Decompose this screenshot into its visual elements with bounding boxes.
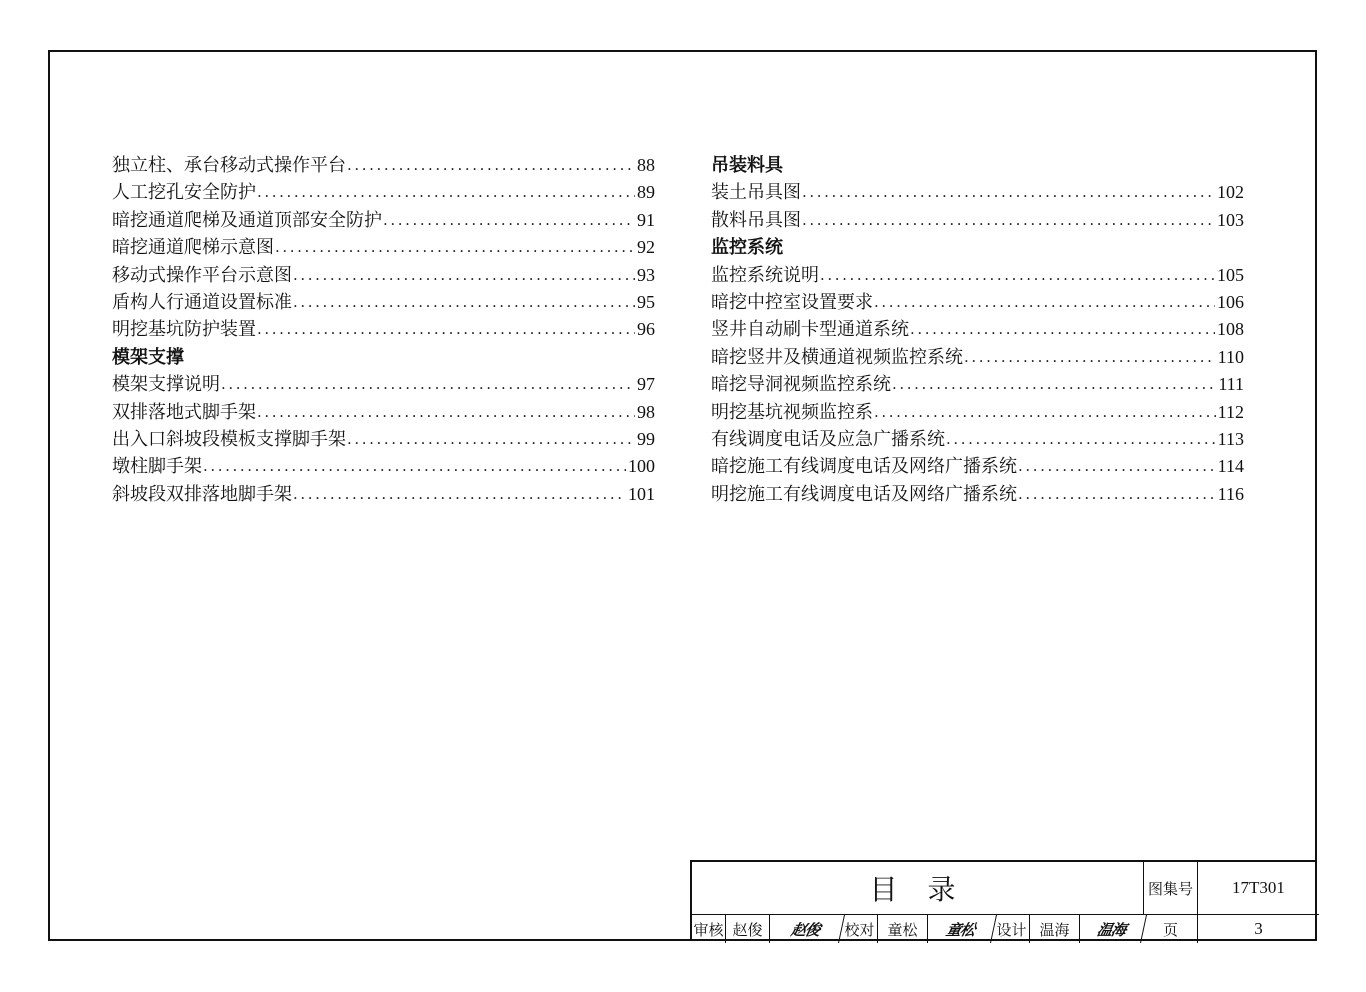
toc-entry-title: 暗挖竖井及横通道视频监控系统 [711,346,963,368]
toc-entry-page: 114 [1217,456,1244,477]
toc-entry-page: 100 [628,456,655,477]
toc-entry-title: 暗挖通道爬梯及通道顶部安全防护 [112,209,382,231]
toc-entry-page: 106 [1217,291,1244,312]
toc-entry-page: 113 [1217,428,1244,449]
toc-entry [112,371,655,398]
toc-entry-title: 明挖基坑视频监控系 [711,401,873,423]
toc-entry-page: 116 [1217,483,1244,504]
toc-entry-title: 有线调度电话及应急广播系统 [711,428,945,450]
toc-entry [112,262,655,289]
toc-entry-title: 双排落地式脚手架 [112,401,256,423]
toc-entry-title: 明挖施工有线调度电话及网络广播系统 [711,483,1017,505]
toc-entry-title: 竖井自动刷卡型通道系统 [711,319,909,341]
toc-entry [112,179,655,206]
toc-entry-title: 暗挖导洞视频监控系统 [711,374,891,396]
page-number: 3 [1254,919,1263,938]
toc-entry-page: 96 [637,319,655,340]
toc-entry-page: 89 [637,182,655,203]
toc-entry-page: 95 [637,291,655,312]
toc-entry [711,399,1244,426]
toc-entry-title: 散料吊具图 [711,209,801,231]
toc-entry-title: 暗挖中控室设置要求 [711,291,873,313]
toc-entry [711,289,1244,316]
toc-entry-title: 独立柱、承台移动式操作平台 [112,155,346,176]
toc-entry [711,344,1244,371]
toc-entry [711,371,1244,398]
toc-leader-dots [909,316,1215,343]
toc-leader-dots [292,262,635,289]
checker-signature: 童松 [925,915,997,943]
toc-leader-dots [1017,453,1216,480]
toc-leader-dots [963,344,1216,371]
toc-entry-title: 模架支撑说明 [112,374,220,396]
toc-entry [112,426,655,453]
toc-entry-page: 97 [637,374,655,395]
toc-entry-page: 88 [637,155,655,175]
toc-leader-dots [873,289,1215,316]
toc-entry-title: 暗挖施工有线调度电话及网络广播系统 [711,456,1017,478]
toc-right-column [711,152,1244,508]
review-label: 审核 [692,915,726,943]
toc-entry-page: 91 [637,209,655,230]
check-label: 校对 [842,915,878,943]
toc-leader-dots [292,289,635,316]
toc-entry [112,481,655,508]
toc-leader-dots [801,207,1215,234]
toc-leader-dots [256,399,635,426]
toc-entry [711,207,1244,234]
toc-leader-dots [801,179,1215,206]
toc-entry-title: 暗挖通道爬梯示意图 [112,237,274,259]
reviewer-signature: 赵俊 [767,915,845,943]
design-label: 设计 [994,915,1030,943]
toc-entry-page: 108 [1217,319,1244,340]
toc-entry-title: 装土吊具图 [711,182,801,204]
toc-entry-page: 105 [1217,264,1244,285]
toc-entry [112,234,655,261]
title-block [690,860,1317,941]
toc-entry [112,453,655,480]
toc-entry [112,152,655,179]
toc-entry-title: 斜坡段双排落地脚手架 [112,483,292,505]
toc-leader-dots [202,453,626,480]
designer-signature: 温海 [1077,915,1147,943]
checker-name: 童松 [878,915,928,943]
toc-left-column [112,152,655,508]
toc-entry-title: 墩柱脚手架 [112,456,202,478]
toc-leader-dots [382,207,635,234]
toc-entry-title: 明挖基坑防护装置 [112,319,256,341]
toc-entry-page: 98 [637,401,655,422]
toc-entry [711,426,1244,453]
toc-entry-page: 99 [637,428,655,449]
toc-entry-page: 112 [1217,401,1244,422]
toc-leader-dots [274,234,635,261]
toc-leader-dots [256,316,635,343]
page-label: 页 [1144,915,1198,943]
toc-leader-dots [292,481,626,508]
toc-entry [112,399,655,426]
toc-section-heading: 吊装料具 [711,155,783,176]
toc-entry-page: 103 [1217,209,1244,230]
atlas-number-label: 图集号 [1144,862,1198,915]
toc-entry [711,453,1244,480]
toc-entry-title: 监控系统说明 [711,264,819,286]
toc-entry [112,316,655,343]
toc-entry-page: 101 [628,483,655,504]
toc-leader-dots [819,262,1215,289]
toc-entry-page: 111 [1218,374,1244,395]
toc-entry [711,179,1244,206]
toc-leader-dots [891,371,1216,398]
toc-leader-dots [256,179,635,206]
toc-leader-dots [346,426,635,453]
document-title: 目录 [692,862,1144,915]
toc-leader-dots [346,152,635,179]
toc-leader-dots [873,399,1216,426]
toc-entry-page: 110 [1217,346,1244,367]
toc-entry-title: 盾构人行通道设置标准 [112,291,292,313]
toc-entry [711,316,1244,343]
toc-entry-title: 移动式操作平台示意图 [112,264,292,286]
designer-name: 温海 [1030,915,1080,943]
reviewer-name: 赵俊 [726,915,770,943]
toc-entry [112,207,655,234]
toc-section-heading: 监控系统 [711,237,783,259]
toc-entry-page: 93 [637,264,655,285]
atlas-number-value: 17T301 [1198,862,1319,915]
toc-section-heading: 模架支撑 [112,346,184,368]
toc-leader-dots [220,371,635,398]
toc-entry-page: 92 [637,237,655,258]
toc-entry-title: 出入口斜坡段模板支撑脚手架 [112,428,346,450]
toc-leader-dots [1017,481,1216,508]
toc-entry [112,289,655,316]
toc-entry [711,481,1244,508]
toc-entry-title: 人工挖孔安全防护 [112,182,256,204]
toc-entry [711,262,1244,289]
toc-leader-dots [945,426,1216,453]
toc-entry-page: 102 [1217,182,1244,203]
